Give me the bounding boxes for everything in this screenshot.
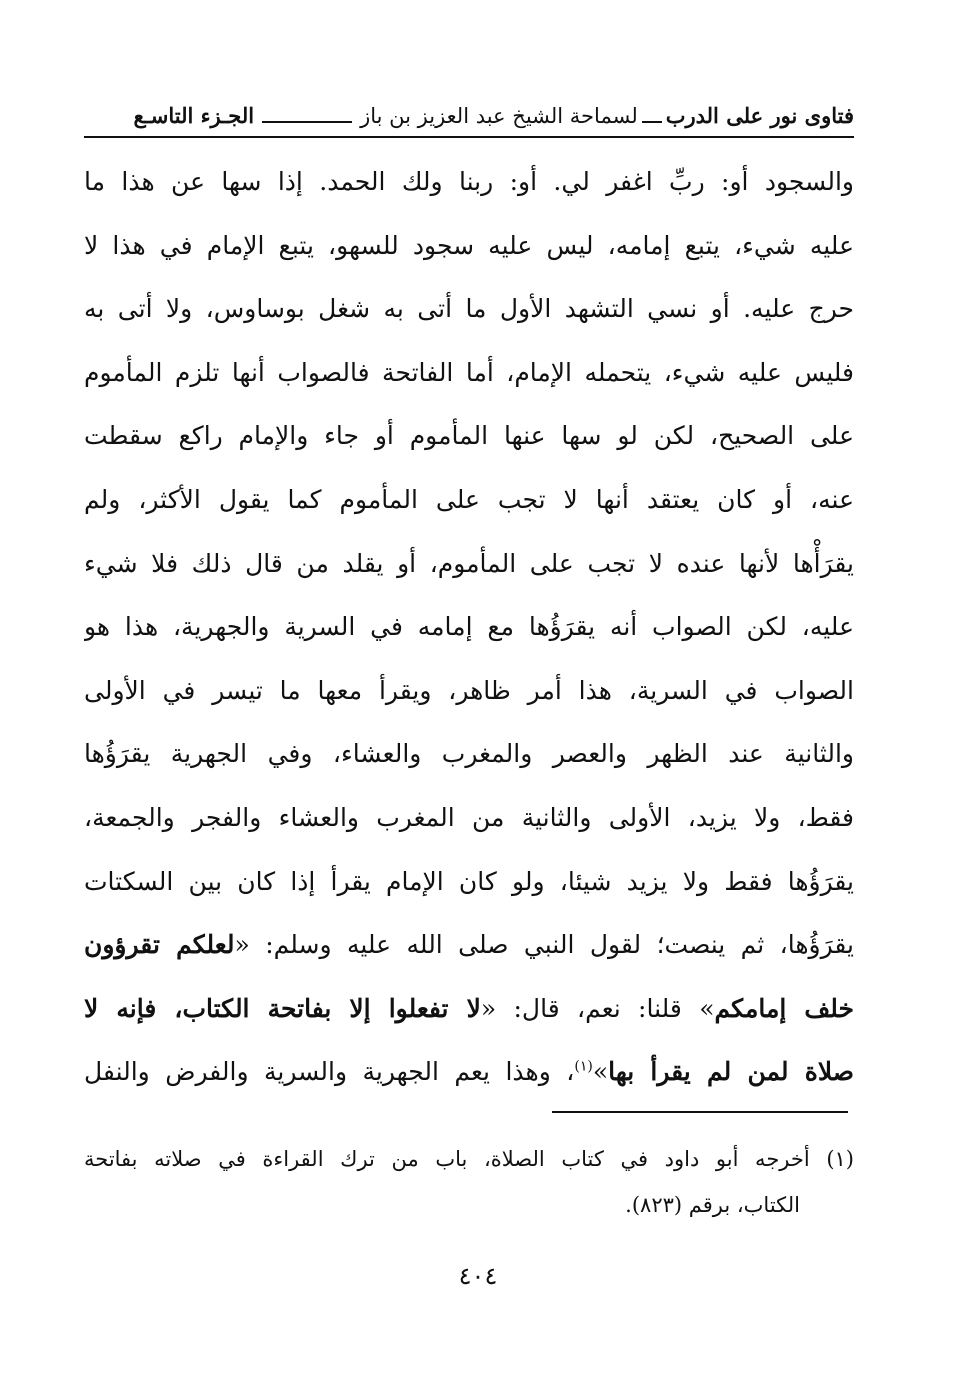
- quote-close: »: [592, 1057, 609, 1087]
- body-line: والثانية عند الظهر والعصر والمغرب والعشاء، وفي الجهرية يقرَؤُها: [84, 739, 854, 769]
- body-text-segment: » قلنا: نعم، قال: «: [480, 993, 715, 1023]
- footnote-separator: [552, 1111, 848, 1113]
- hadith-text-bold: لا تفعلوا إلا بفاتحة الكتاب، فإنه لا: [84, 993, 481, 1023]
- body-line-hadith-start: [84, 913, 854, 977]
- body-text: [84, 150, 854, 1104]
- body-line: على الصحيح، لكن لو سها عنها المأموم أو جاء والإمام راكع سقطت: [84, 421, 854, 451]
- body-line: يقرَأْها لأنها عنده لا تجب على المأموم، أو يقلد من قال ذلك فلا شيء: [84, 548, 854, 578]
- body-line-hadith-end: [84, 1040, 854, 1104]
- footnotes: [84, 1136, 854, 1228]
- body-line: والسجود أو: ربِّ اغفر لي. أو: ربنا ولك الحمد. إذا سها عن هذا ما: [84, 167, 854, 196]
- footnote-line: الكتاب، برقم (٨٢٣).: [625, 1193, 800, 1217]
- page-number: ٤٠٤: [458, 1262, 498, 1290]
- body-line: فقط، ولا يزيد، الأولى والثانية من المغرب والعشاء والفجر والجمعة،: [84, 802, 854, 832]
- body-line: عليه شيء، يتبع إمامه، ليس عليه سجود للسهو، يتبع الإمام في هذا لا: [84, 230, 854, 260]
- body-line-hadith-middle: [84, 977, 854, 1041]
- hadith-text-bold: صلاة لمن لم يقرأ بها: [608, 1057, 854, 1087]
- body-line: يقرَؤُها فقط ولا يزيد شيئا، ولو كان الإمام يقرأ إذا كان بين السكتات: [84, 866, 854, 896]
- body-line: فليس عليه شيء، يتحمله الإمام، أما الفاتحة فالصواب أنها تلزم المأموم: [84, 357, 854, 387]
- header-author: لسماحة الشيخ عبد العزيز بن باز: [360, 104, 638, 128]
- footnote-line: (١) أخرجه أبو داود في كتاب الصلاة، باب من ترك القراءة في صلاته بفاتحة: [84, 1147, 854, 1171]
- hadith-text-bold: خلف إمامكم: [714, 993, 854, 1023]
- header-part-label: الجـزء التاسـع: [133, 103, 255, 128]
- body-line: حرج عليه. أو نسي التشهد الأول ما أتى به شغل بوساوس، ولا أتى به: [84, 294, 854, 324]
- hadith-text-bold: لعلكم تقرؤون: [84, 930, 235, 960]
- running-header: [84, 96, 854, 138]
- footnote-marker[interactable]: (١): [574, 1058, 593, 1075]
- body-line: عليه، لكن الصواب أنه يقرَؤُها مع إمامه في السرية والجهرية، هذا هو: [84, 612, 854, 642]
- header-line-divider: [262, 121, 352, 123]
- body-text-segment: يقرَؤُها، ثم ينصت؛ لقول النبي صلى الله عليه وسلم: «: [234, 930, 854, 960]
- body-text-segment: ، وهذا يعم الجهرية والسرية والفرض والنفل: [84, 1057, 575, 1087]
- body-line: عنه، أو كان يعتقد أنها لا تجب على المأموم كما يقول الأكثر، ولم: [84, 484, 854, 514]
- body-line: الصواب في السرية، هذا أمر ظاهر، ويقرأ معها ما تيسر في الأولى: [84, 675, 854, 705]
- header-book-title: فتاوى نور على الدرب: [665, 103, 854, 128]
- header-dash-divider: [642, 121, 662, 123]
